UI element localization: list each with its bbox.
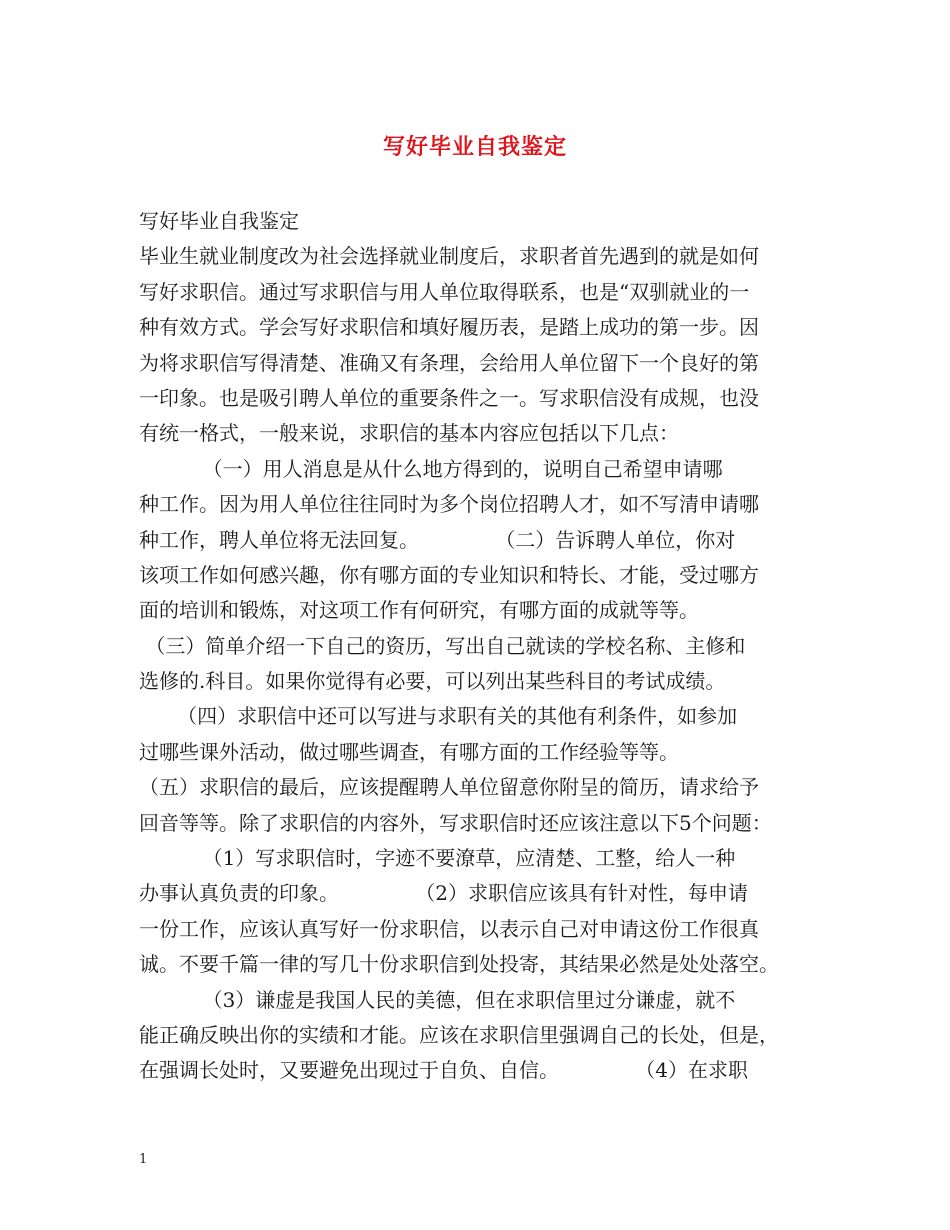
body-line: 有统一格式，一般来说，求职信的基本内容应包括以下几点： — [139, 421, 679, 446]
body-line: 一份工作，应该认真写好一份求职信，以表示自己对申请这份工作很真 — [139, 916, 759, 941]
body-line: 毕业生就业制度改为社会选择就业制度后，求职者首先遇到的就是如何 — [139, 244, 759, 269]
body-line: 写好求职信。通过写求职信与用人单位取得联系，也是“双驯就业的一 — [139, 279, 750, 304]
body-line: 在强调长处时，又要避免出现过于自负、自信。 （4）在求职 — [139, 1058, 749, 1083]
body-line: 过哪些课外活动，做过哪些调查，有哪方面的工作经验等等。 — [139, 739, 679, 764]
page-title: 写好毕业自我鉴定 — [382, 134, 567, 160]
body-line: 能正确反映出你的实绩和才能。应该在求职信里强调自己的长处，但是， — [139, 1022, 779, 1047]
body-line: 种工作，聘人单位将无法回复。 （二）告诉聘人单位，你对 — [139, 527, 736, 552]
body-text — [139, 204, 819, 1089]
body-line: 种有效方式。学会写好求职信和填好履历表，是踏上成功的第一步。因 — [139, 315, 759, 340]
body-line: （一）用人消息是从什么地方得到的，说明自己希望申请哪 — [139, 456, 723, 481]
page-number: 1 — [139, 1152, 148, 1167]
body-line: （三）简单介绍一下自己的资历，写出自己就读的学校名称、主修和 — [139, 633, 746, 658]
body-line: （1）写求职信时，字迹不要潦草，应清楚、工整，给人一种 — [139, 846, 736, 871]
body-line: 为将求职信写得清楚、准确又有条理，会给用人单位留下一个良好的第 — [139, 350, 759, 375]
body-line: 面的培训和锻炼，对这项工作有何研究，有哪方面的成就等等。 — [139, 598, 699, 623]
body-line: 该项工作如何感兴趣，你有哪方面的专业知识和特长、才能，受过哪方 — [139, 562, 759, 587]
body-line: 诚。不要千篇一律的写几十份求职信到处投寄，其结果必然是处处落空。 — [139, 952, 779, 977]
body-line: （四）求职信中还可以写进与求职有关的其他有利条件，如参加 — [139, 704, 738, 729]
heading-line: 写好毕业自我鉴定 — [139, 209, 299, 233]
body-line: 一印象。也是吸引聘人单位的重要条件之一。写求职信没有成规，也没 — [139, 385, 759, 410]
body-line: 种工作。因为用人单位往往同时为多个岗位招聘人才，如不写清申请哪 — [139, 492, 759, 517]
body-line: 办事认真负责的印象。 （2）求职信应该具有针对性，每申请 — [139, 881, 749, 906]
body-line: 选修的.科目。如果你觉得有必要，可以列出某些科目的考试成绩。 — [139, 669, 726, 694]
body-line: 回音等等。除了求职信的内容外，写求职信时还应该注意以下5个问题： — [139, 810, 772, 835]
body-line: （五）求职信的最后，应该提醒聘人单位留意你附呈的简历，请求给予 — [139, 775, 759, 800]
body-line: （3）谦虚是我国人民的美德，但在求职信里过分谦虚，就不 — [139, 987, 736, 1012]
